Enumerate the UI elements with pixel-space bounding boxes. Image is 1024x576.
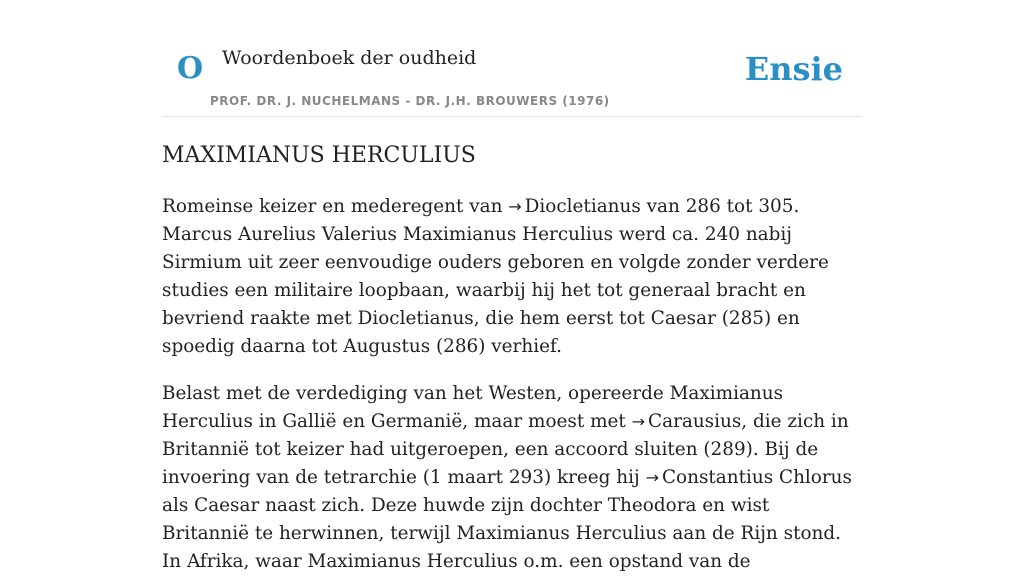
entry-title: MAXIMIANUS HERCULIUS	[162, 143, 476, 168]
header	[162, 0, 862, 117]
letter-index[interactable]: O	[177, 51, 204, 86]
text-segment: Romeinse keizer en mederegent van	[162, 196, 509, 217]
text-segment: van 286 tot 305. Marcus Aurelius Valerius Maximianus Herculius werd ca. 240 nabij Sirmium uit zeer eenvoudige ouders geboren en volgde zonder verdere studies een militaire loopbaan, waarbij hij het tot generaal bracht en bevriend raakte met Diocletianus, die hem eerst tot Caesar (285) en spoedig daarna tot Augustus (286) verhief.	[162, 196, 829, 357]
entry-paragraph	[162, 380, 862, 576]
text-segment: als Caesar naast zich. Deze huwde zijn dochter Theodora en wist Britannië te herwinnen, terwijl Maximianus Herculius aan de Rijn stond. In Afrika, waar Maximianus Herculius o.m. een opstand van de	[162, 495, 841, 572]
book-title[interactable]: Woordenboek der oudheid	[222, 47, 477, 69]
arrow-right-icon: →	[645, 468, 659, 487]
entry-paragraph	[162, 193, 862, 361]
text-segment: , die zich in Britannië tot keizer had uitgeroepen, een accoord sluiten (289). Bij de invoering van de tetrarchie (1 maart 293) kreeg hij	[162, 411, 849, 488]
book-authors: PROF. DR. J. NUCHELMANS - DR. J.H. BROUWERS (1976)	[210, 94, 610, 108]
xref-link-constantius-chlorus[interactable]	[646, 467, 852, 488]
xref-label: Constantius Chlorus	[661, 467, 852, 488]
xref-label: Diocletianus	[524, 196, 641, 217]
xref-link-carausius[interactable]	[632, 411, 742, 432]
arrow-right-icon: →	[508, 197, 522, 216]
arrow-right-icon: →	[631, 412, 646, 431]
brand-logo[interactable]: Ensie	[744, 50, 843, 88]
xref-link-diocletianus[interactable]	[508, 196, 641, 217]
page	[162, 0, 862, 576]
text-segment: Belast met de verdediging van het Westen, opereerde Maximianus Herculius in Gallië en Germanië, maar moest met	[162, 383, 784, 432]
xref-label: Carausius	[648, 411, 742, 432]
